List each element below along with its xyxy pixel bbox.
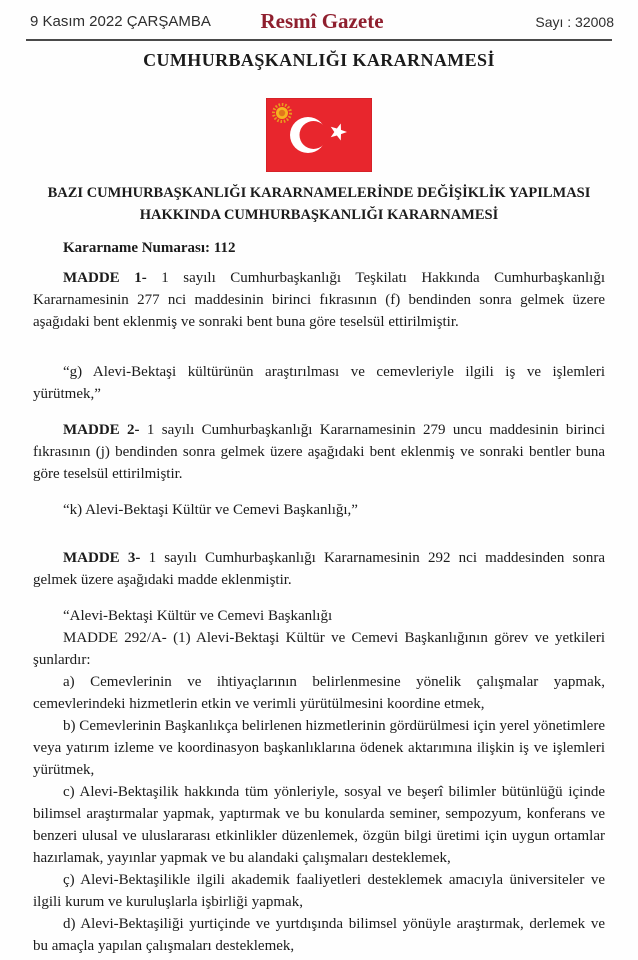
paragraph-item-cc: [33, 869, 605, 913]
paragraph-madde-2: [33, 419, 605, 485]
publication-date: 9 Kasım 2022 ÇARŞAMBA: [30, 13, 211, 30]
item-d-text: d) Alevi-Bektaşiliği yurtiçinde ve yurtdışında bilimsel yönüyle araştırmak, derlemek ve bu amaçla yapılan çalışmaları desteklemek,: [33, 916, 605, 954]
decree-number: Kararname Numarası: 112: [63, 240, 236, 256]
decree-body: [0, 267, 638, 957]
item-a-text: a) Cemevlerinin ve ihtiyaçlarının belirlenmesine yönelik çalışmalar yapmak, cemevlerindeki hizmetlerin etkin ve verimli yürütülmesini koordine etmek,: [33, 674, 605, 712]
madde-2-text: 1 sayılı Cumhurbaşkanlığı Kararnamesinin 279 uncu maddesinin birinci fıkrasının (j) bendinden sonra gelmek üzere aşağıdaki bent eklenmiş ve sonraki bentler buna göre teselsül ettirilmiştir.: [33, 422, 606, 482]
madde-3-text: 1 sayılı Cumhurbaşkanlığı Kararnamesinin 292 nci maddesinden sonra gelmek üzere aşağıdaki madde eklenmiştir.: [33, 550, 606, 588]
masthead: [0, 0, 638, 34]
paragraph-item-a: [33, 671, 605, 715]
paragraph-quote-k: [33, 499, 605, 521]
madde-1-text: 1 sayılı Cumhurbaşkanlığı Teşkilatı Hakkında Cumhurbaşkanlığı Kararnamesinin 277 nci maddesinin birinci fıkrasının (f) bendinden sonra gelmek üzere aşağıdaki bent eklenmiş ve sonraki bent buna göre teselsül ettirilmiştir.: [33, 270, 605, 330]
decree-title-line2: HAKKINDA CUMHURBAŞKANLIĞI KARARNAMESİ: [139, 207, 499, 223]
issue-number: Sayı : 32008: [535, 13, 614, 30]
paragraph-item-b: [33, 715, 605, 781]
gazette-title: Resmî Gazete: [260, 9, 384, 33]
madde-1-label: MADDE 1-: [63, 270, 147, 286]
madde-292a-text: MADDE 292/A- (1) Alevi-Bektaşi Kültür ve Cemevi Başkanlığının görev ve yetkileri şunlardır:: [33, 630, 605, 668]
section-heading: CUMHURBAŞKANLIĞI KARARNAMESİ: [143, 50, 495, 70]
presidential-sun-emblem-icon: [274, 105, 291, 122]
madde-2-label: MADDE 2-: [63, 422, 140, 438]
paragraph-baskanlik-heading: [33, 605, 605, 627]
baskanlik-heading-text: “Alevi-Bektaşi Kültür ve Cemevi Başkanlığı: [63, 608, 333, 624]
item-cc-text: ç) Alevi-Bektaşilikle ilgili akademik faaliyetleri desteklemek amacıyla üniversiteler ve ilgili kurum ve kuruluşlarla işbirliği yapmak,: [33, 872, 605, 910]
masthead-divider: [26, 39, 612, 41]
paragraph-madde-1: [33, 267, 605, 333]
paragraph-madde-3: [33, 547, 605, 591]
decree-title: [0, 182, 638, 226]
quote-k-text: “k) Alevi-Bektaşi Kültür ve Cemevi Başkanlığı,”: [63, 502, 358, 518]
flag-container: [0, 98, 638, 172]
paragraph-quote-g: [33, 361, 605, 405]
item-b-text: b) Cemevlerinin Başkanlıkça belirlenen hizmetlerinin gördürülmesi için yerel yönetimlere veya yatırım izleme ve koordinasyon başkanlıklarına ödenek aktarımına ilişkin iş ve işlemleri yürütmek,: [33, 718, 605, 778]
paragraph-madde-292a: [33, 627, 605, 671]
madde-3-label: MADDE 3-: [63, 550, 141, 566]
quote-g-text: “g) Alevi-Bektaşi kültürünün araştırılması ve cemevleriyle ilgili iş ve işlemleri yürütmek,”: [33, 364, 605, 402]
item-c-text: c) Alevi-Bektaşilik hakkında tüm yönleriyle, sosyal ve beşerî bilimler bütünlüğü içinde bilimsel araştırmalar yapmak, yaptırmak ve bu konularda seminer, sempozyum, konferans ve benzeri ulusal ve uluslararası etkinlikler düzenlemek, özgün bilgi üretimi için uygun ortamlar hazırlamak, yayınlar yapmak ve bu alandaki çalışmaları desteklemek,: [33, 784, 605, 866]
turkish-flag-icon: [266, 98, 372, 172]
paragraph-item-c: [33, 781, 605, 869]
paragraph-item-d: [33, 913, 605, 957]
decree-title-line1: BAZI CUMHURBAŞKANLIĞI KARARNAMELERİNDE DEĞİŞİKLİK YAPILMASI: [47, 185, 591, 201]
